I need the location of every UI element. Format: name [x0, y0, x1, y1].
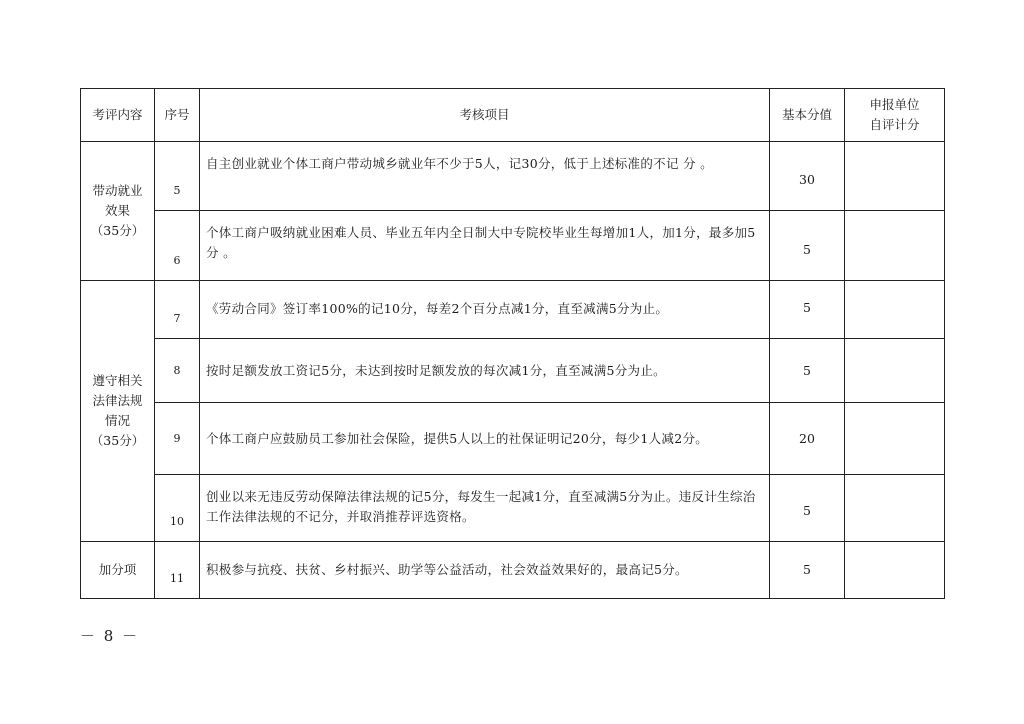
header-row [81, 89, 945, 142]
self-score-cell [845, 211, 945, 281]
table-row [81, 339, 945, 403]
seq-cell: 11 [155, 542, 200, 599]
self-score-cell [845, 403, 945, 475]
self-score-cell [845, 339, 945, 403]
header-item: 考核项目 [200, 89, 770, 142]
score-cell: 5 [770, 339, 845, 403]
score-cell: 5 [770, 281, 845, 339]
score-cell: 20 [770, 403, 845, 475]
item-cell: 积极参与抗疫、扶贫、乡村振兴、助学等公益活动，社会效益效果好的，最高记5分。 [200, 542, 770, 599]
evaluation-table [80, 88, 945, 599]
table-row [81, 475, 945, 542]
seq-cell: 7 [155, 281, 200, 339]
self-score-cell [845, 142, 945, 211]
table-row [81, 211, 945, 281]
header-seq: 序号 [155, 89, 200, 142]
header-self-line1: 申报单位 [869, 97, 920, 112]
category-line: 情况 [104, 413, 130, 428]
category-line: 法律法规 [92, 393, 143, 408]
seq-cell: 5 [155, 142, 200, 211]
category-cell [81, 281, 155, 542]
item-cell: 自主创业就业个体工商户带动城乡就业年不少于5人，记30分，低于上述标准的不记 分 。 [200, 142, 770, 211]
score-cell: 30 [770, 142, 845, 211]
seq-cell: 6 [155, 211, 200, 281]
self-score-cell [845, 475, 945, 542]
category-line: 遵守相关 [92, 373, 143, 388]
category-line: （35分） [90, 223, 145, 238]
page-number: － 8 － [80, 627, 140, 645]
item-cell: 按时足额发放工资记5分，未达到按时足额发放的每次减1分，直至减满5分为止。 [200, 339, 770, 403]
item-cell: 《劳动合同》签订率100%的记10分，每差2个百分点减1分，直至减满5分为止。 [200, 281, 770, 339]
seq-cell: 10 [155, 475, 200, 542]
table-row [81, 281, 945, 339]
category-cell [81, 542, 155, 599]
header-self-line2: 自评计分 [869, 117, 920, 132]
score-cell: 5 [770, 542, 845, 599]
table-row [81, 142, 945, 211]
table-row [81, 403, 945, 475]
category-cell [81, 142, 155, 281]
self-score-cell [845, 542, 945, 599]
score-cell: 5 [770, 475, 845, 542]
category-line: （35分） [90, 433, 145, 448]
category-line: 效果 [104, 203, 130, 218]
score-cell: 5 [770, 211, 845, 281]
table-row [81, 542, 945, 599]
header-category: 考评内容 [81, 89, 155, 142]
item-cell: 创业以来无违反劳动保障法律法规的记5分，每发生一起减1分，直至减满5分为止。违反计生综治工作法律法规的不记分，并取消推荐评选资格。 [200, 475, 770, 542]
header-self-score [845, 89, 945, 142]
seq-cell: 9 [155, 403, 200, 475]
item-cell: 个体工商户吸纳就业困难人员、毕业五年内全日制大中专院校毕业生每增加1人，加1分，最多加5分 。 [200, 211, 770, 281]
category-line: 加分项 [98, 562, 137, 577]
item-cell: 个体工商户应鼓励员工参加社会保险，提供5人以上的社保证明记20分，每少1人减2分。 [200, 403, 770, 475]
header-base-score: 基本分值 [770, 89, 845, 142]
self-score-cell [845, 281, 945, 339]
seq-cell: 8 [155, 339, 200, 403]
category-line: 带动就业 [92, 183, 143, 198]
